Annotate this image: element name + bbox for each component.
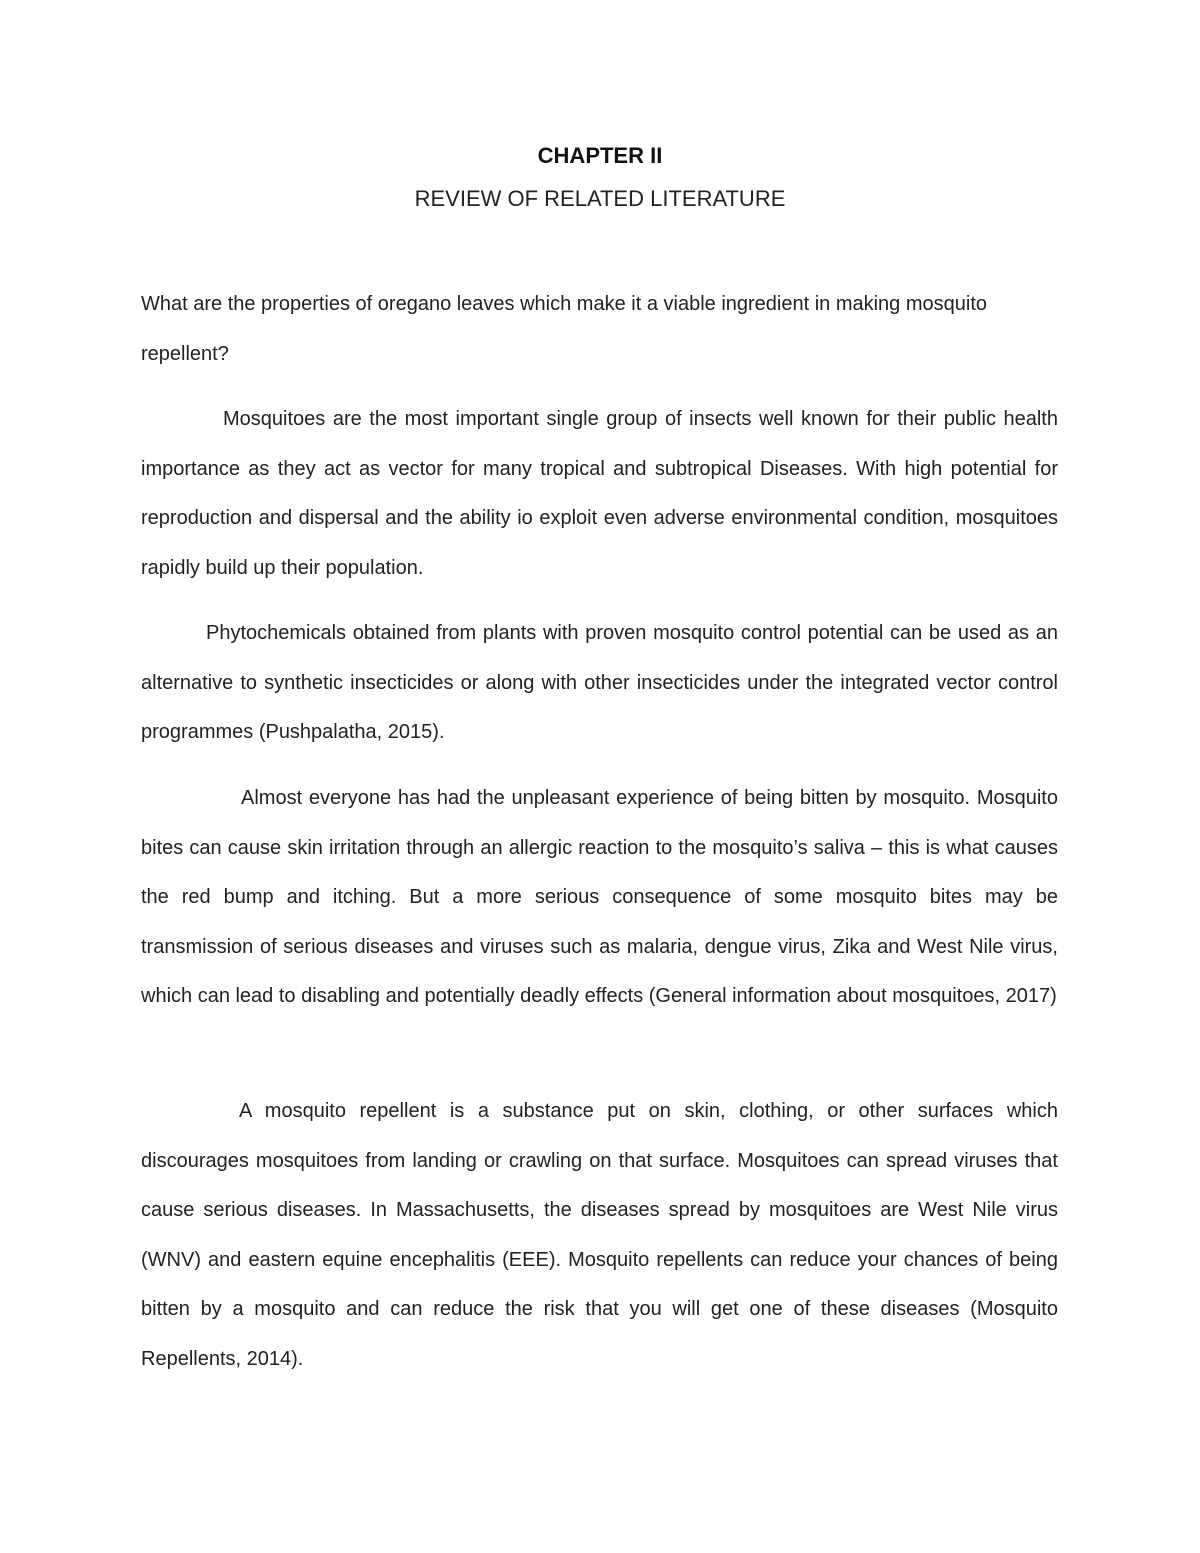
research-question: What are the properties of oregano leaves which make it a viable ingredient in making mosquito repellent? bbox=[141, 293, 988, 365]
paragraph-mosquito-vectors: Mosquitoes are the most important single group of insects well known for their public health importance as they act as vector for many tropical and subtropical Diseases. With high potential for reproduction and dispersal and the ability io exploit even adverse environmental condition, mosquitoes rapidly build up their population. bbox=[141, 408, 1058, 579]
chapter-subtitle: REVIEW OF RELATED LITERATURE bbox=[414, 186, 786, 211]
paragraph-phytochemicals: Phytochemicals obtained from plants with proven mosquito control potential can be used as an alternative to synthetic insecticides or along with other insecticides under the integrated vector control programmes (Pushpalatha, 2015). bbox=[141, 622, 1058, 743]
paragraph-mosquito-repellent: A mosquito repellent is a substance put on skin, clothing, or other surfaces which discourages mosquitoes from landing or crawling on that surface. Mosquitoes can spread viruses that cause serious diseases. In Massachusetts, the diseases spread by mosquitoes are West Nile virus (WNV) and eastern equine encephalitis (EEE). Mosquito repellents can reduce your chances of being bitten by a mosquito and can reduce the risk that you will get one of these diseases (Mosquito Repellents, 2014). bbox=[141, 1100, 1058, 1370]
paragraph-mosquito-bites: Almost everyone has had the unpleasant experience of being bitten by mosquito. Mosquito bites can cause skin irritation through an allergic reaction to the mosquito’s saliva – this is what causes the red bump and itching. But a more serious consequence of some mosquito bites may be transmission of serious diseases and viruses such as malaria, dengue virus, Zika and West Nile virus, which can lead to disabling and potentially deadly effects (General information about mosquitoes, 2017) bbox=[141, 787, 1058, 1007]
chapter-title: CHAPTER II bbox=[537, 143, 663, 168]
